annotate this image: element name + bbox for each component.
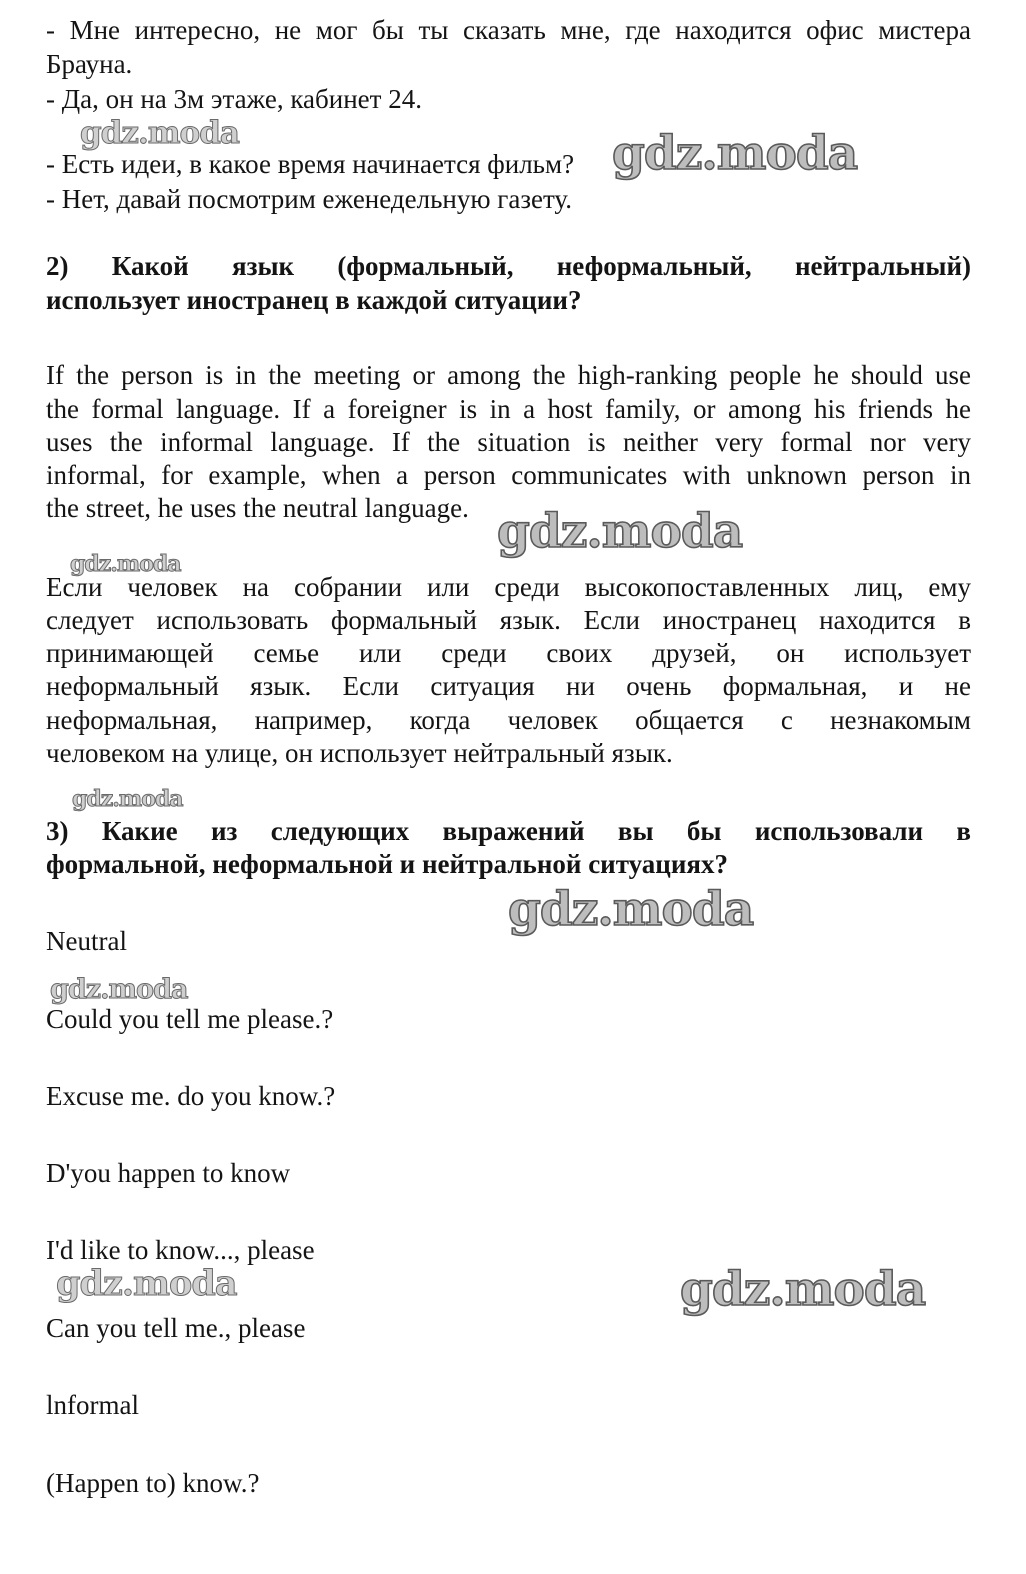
- answer-en-line: If the person is in the meeting or among the high-ranking people he should use: [46, 360, 971, 390]
- answer-ru-line: неформальный язык. Если ситуация ни очень формальная, и не: [46, 671, 971, 701]
- watermark: gdz.moda: [612, 126, 858, 181]
- dialogue-line: Брауна.: [46, 49, 133, 79]
- answer-en-line: uses the informal language. If the situation is neither very formal nor very: [46, 427, 971, 457]
- watermark: gdz.moda: [70, 551, 181, 577]
- informal-heading: lnformal: [46, 1390, 139, 1420]
- watermark: gdz.moda: [50, 974, 188, 1005]
- watermark: gdz.moda: [72, 786, 183, 812]
- question-3-title: формальной, неформальной и нейтральной ситуациях?: [46, 849, 729, 879]
- answer-ru-line: человеком на улице, он использует нейтральный язык.: [46, 738, 673, 768]
- watermark: gdz.moda: [497, 504, 743, 559]
- dialogue-line: - Да, он на 3м этаже, кабинет 24.: [46, 84, 422, 114]
- answer-en-line: the formal language. If a foreigner is in a host family, or among his friends he: [46, 394, 971, 424]
- answer-ru-line: Если человек на собрании или среди высокопоставленных лиц, ему: [46, 572, 971, 602]
- question-2-title: 2) Какой язык (формальный, неформальный, нейтральный): [46, 251, 971, 281]
- answer-ru-line: принимающей семье или среди своих друзей, он использует: [46, 638, 971, 668]
- neutral-phrase: Can you tell me., please: [46, 1313, 306, 1343]
- neutral-heading: Neutral: [46, 926, 127, 956]
- neutral-phrase: Could you tell me please.?: [46, 1004, 334, 1034]
- question-3-title: 3) Какие из следующих выражений вы бы использовали в: [46, 816, 971, 846]
- dialogue-line: - Есть идеи, в какое время начинается фильм?: [46, 149, 575, 179]
- answer-ru-line: следует использовать формальный язык. Если иностранец находится в: [46, 605, 971, 635]
- neutral-phrase: D'you happen to know: [46, 1158, 291, 1188]
- dialogue-line: - Мне интересно, не мог бы ты сказать мне, где находится офис мистера: [46, 15, 971, 45]
- watermark: gdz.moda: [508, 882, 754, 937]
- informal-phrase: (Happen to) know.?: [46, 1468, 260, 1498]
- answer-en-line: informal, for example, when a person communicates with unknown person in: [46, 460, 971, 490]
- answer-en-line: the street, he uses the neutral language.: [46, 493, 469, 523]
- watermark: gdz.moda: [56, 1263, 237, 1304]
- answer-ru-line: неформальная, например, когда человек общается с незнакомым: [46, 705, 971, 735]
- neutral-phrase: Excuse me. do you know.?: [46, 1081, 336, 1111]
- dialogue-line: - Нет, давай посмотрим еженедельную газету.: [46, 184, 572, 214]
- question-2-title: использует иностранец в каждой ситуации?: [46, 285, 582, 315]
- neutral-phrase: I'd like to know..., please: [46, 1235, 315, 1265]
- watermark: gdz.moda: [680, 1262, 926, 1317]
- watermark: gdz.moda: [80, 115, 239, 151]
